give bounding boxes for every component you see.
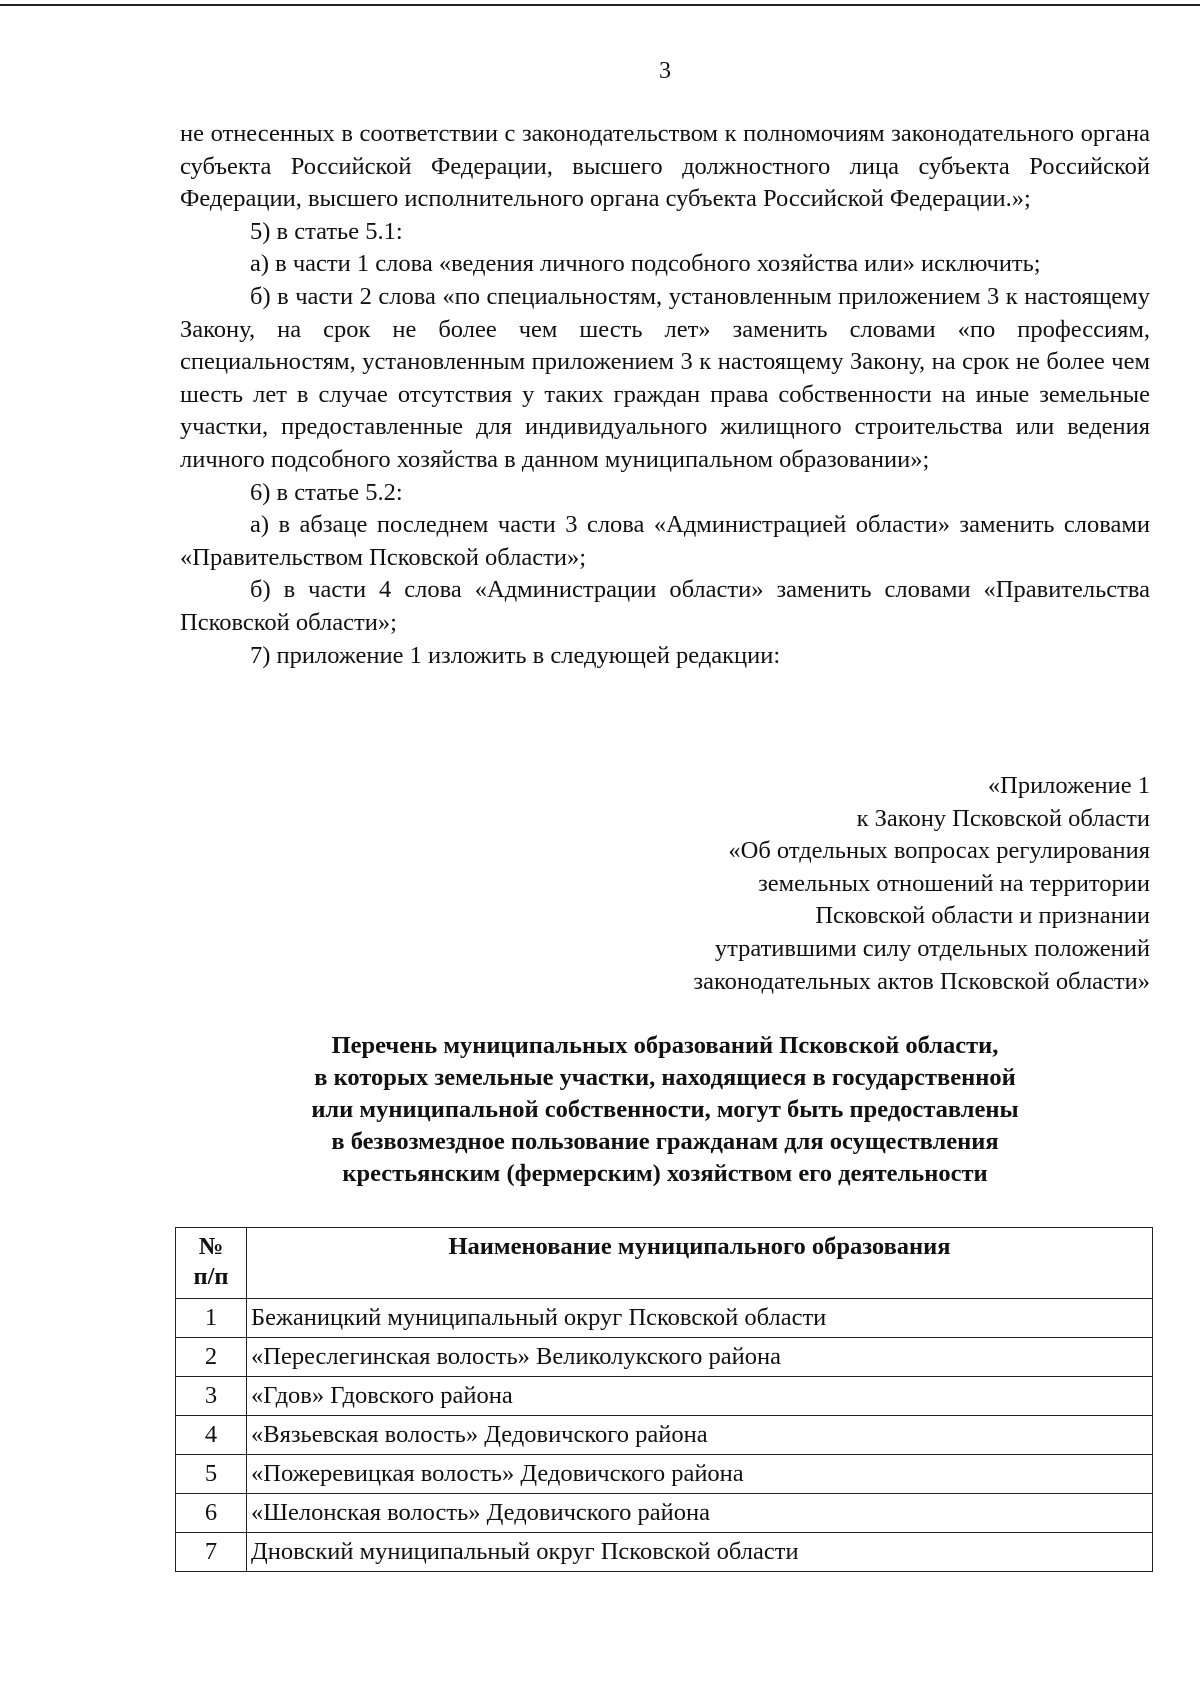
table-row	[176, 1299, 1153, 1338]
row-number: 2	[176, 1338, 247, 1377]
municipality-name: «Пожеревицкая волость» Дедовичского района	[247, 1455, 1153, 1494]
municipality-name: Дновский муниципальный округ Псковской области	[247, 1533, 1153, 1572]
paragraph: 7) приложение 1 изложить в следующей редакции:	[250, 641, 781, 669]
row-number: 4	[176, 1416, 247, 1455]
row-number: 5	[176, 1455, 247, 1494]
table-header-row	[176, 1228, 1153, 1299]
appendix-reference-line: «Приложение 1	[987, 772, 1150, 799]
table-row	[176, 1416, 1153, 1455]
row-number: 7	[176, 1533, 247, 1572]
municipality-name: «Шелонская волость» Дедовичского района	[247, 1494, 1153, 1533]
municipality-name: Бежаницкий муниципальный округ Псковской области	[247, 1299, 1153, 1338]
paragraph: б) в части 2 слова «по специальностям, установленным приложением 3 к настоящему Закону, на срок не более чем шесть лет» заменить словами «по профессиям, специальностям, установленным приложением 3 к настоящему Закону, на срок не более чем шесть лет в случае отсутствия у таких граждан права собственности на иные земельные участки, предоставленные для индивидуального жилищного строительства или ведения личного подсобного хозяйства в данном муниципальном образовании»;	[180, 282, 1150, 473]
appendix-reference-line: к Закону Псковской области	[856, 804, 1150, 832]
list-title-line: Перечень муниципальных образований Псковской области,	[331, 1032, 999, 1059]
amendment-text	[180, 118, 1150, 672]
list-title-line: или муниципальной собственности, могут быть предоставлены	[311, 1096, 1019, 1123]
appendix-reference-line: законодательных актов Псковской области»	[693, 967, 1150, 995]
table-row	[176, 1338, 1153, 1377]
row-number: 6	[176, 1494, 247, 1533]
paragraph: б) в части 4 слова «Администрации области» заменить словами «Правительства Псковской области»;	[180, 576, 1150, 636]
table-row	[176, 1455, 1153, 1494]
column-header-number-line2: п/п	[193, 1263, 229, 1290]
appendix-reference-line: Псковской области и признании	[815, 902, 1150, 930]
column-header-number	[176, 1228, 247, 1299]
list-title-line: крестьянским (фермерским) хозяйством его деятельности	[342, 1160, 988, 1187]
table-row	[176, 1494, 1153, 1533]
paragraph: а) в части 1 слова «ведения личного подсобного хозяйства или» исключить;	[250, 250, 1041, 278]
appendix-reference	[560, 770, 1150, 998]
appendix-reference-line: «Об отдельных вопросах регулирования	[728, 837, 1150, 865]
appendix-reference-line: земельных отношений на территории	[758, 869, 1150, 897]
row-number: 3	[176, 1377, 247, 1416]
list-title-line: в безвозмездное пользование гражданам для осуществления	[331, 1128, 999, 1155]
page-number: 3	[659, 58, 671, 84]
top-border-line	[0, 4, 1200, 6]
paragraph: а) в абзаце последнем части 3 слова «Администрацией области» заменить словами «Правительством Псковской области»;	[180, 511, 1150, 571]
list-title-line: в которых земельные участки, находящиеся в государственной	[314, 1064, 1016, 1091]
municipality-name: «Гдов» Гдовского района	[247, 1377, 1153, 1416]
municipality-name: «Вязьевская волость» Дедовичского района	[247, 1416, 1153, 1455]
row-number: 1	[176, 1299, 247, 1338]
column-header-name: Наименование муниципального образования	[247, 1228, 1153, 1299]
municipality-name: «Переслегинская волость» Великолукского района	[247, 1338, 1153, 1377]
table-row	[176, 1533, 1153, 1572]
list-title	[180, 1030, 1150, 1190]
municipalities-table	[175, 1227, 1153, 1572]
column-header-number-line1: №	[198, 1233, 224, 1260]
appendix-reference-line: утратившими силу отдельных положений	[714, 934, 1150, 962]
table-row	[176, 1377, 1153, 1416]
paragraph: не отнесенных в соответствии с законодательством к полномочиям законодательного органа субъекта Российской Федерации, высшего должностного лица субъекта Российской Федерации, высшего исполнительного органа субъекта Российской Федерации.»;	[180, 120, 1150, 213]
paragraph: 6) в статье 5.2:	[250, 478, 403, 506]
paragraph: 5) в статье 5.1:	[250, 217, 403, 245]
